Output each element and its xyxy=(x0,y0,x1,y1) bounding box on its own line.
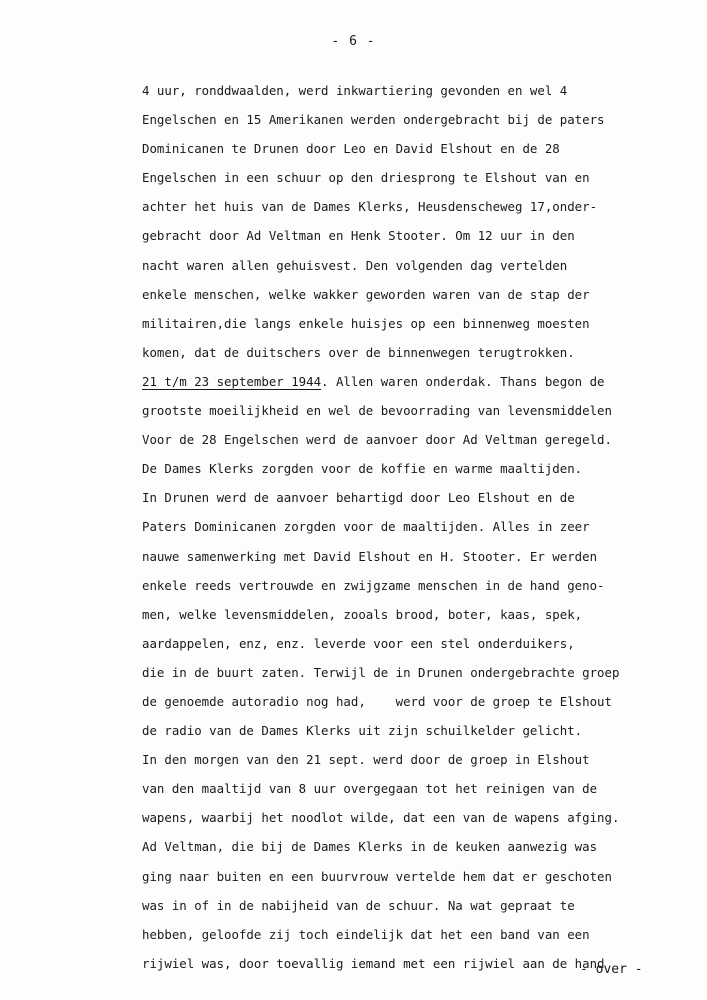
text-line: de genoemde autoradio nog had, werd voor de groep te Elshout xyxy=(142,693,612,709)
text-line: militairen,die langs enkele huisjes op een binnenweg moesten xyxy=(142,315,590,331)
text-line: aardappelen, enz, enz. leverde voor een stel onderduikers, xyxy=(142,635,575,651)
text-line: achter het huis van de Dames Klerks, Heusdenscheweg 17,onder- xyxy=(142,199,598,215)
text-line: Engelschen en 15 Amerikanen werden ondergebracht bij de paters xyxy=(142,112,605,128)
text-line: 4 uur, ronddwaalden, werd inkwartiering gevonden en wel 4 xyxy=(142,83,568,98)
text-line: nacht waren allen gehuisvest. Den volgenden dag vertelden xyxy=(142,257,568,273)
text-line: De Dames Klerks zorgden voor de koffie en warme maaltijden. xyxy=(142,461,583,477)
continuation-marker: - over - xyxy=(580,962,643,977)
text-line: men, welke levensmiddelen, zooals brood, boter, kaas, spek, xyxy=(142,606,583,622)
text-line: Engelschen in een schuur op den driesprong te Elshout van en xyxy=(142,170,590,186)
text-line: grootste moeilijkheid en wel de bevoorrading van levensmiddelen xyxy=(142,403,612,419)
text-line: die in de buurt zaten. Terwijl de in Drunen ondergebrachte groep xyxy=(142,664,620,680)
text-line: In den morgen van den 21 sept. werd door de groep in Elshout xyxy=(142,752,590,768)
text-line: In Drunen werd de aanvoer behartigd door Leo Elshout en de xyxy=(142,490,575,506)
text-line: ging naar buiten en een buurvrouw vertelde hem dat er geschoten xyxy=(142,868,612,884)
text-line: was in of in de nabijheid van de schuur. Na wat gepraat te xyxy=(142,897,575,913)
text-line: wapens, waarbij het noodlot wilde, dat een van de wapens afging. xyxy=(142,810,620,826)
dated-line-rest: . Allen waren onderdak. Thans begon de xyxy=(321,373,605,389)
dated-line xyxy=(142,367,707,396)
text-line: rijwiel was, door toevallig iemand met een rijwiel aan de hand xyxy=(142,955,605,971)
text-line: nauwe samenwerking met David Elshout en H. Stooter. Er werden xyxy=(142,548,598,564)
text-line: van den maaltijd van 8 uur overgegaan tot het reinigen van de xyxy=(142,781,598,797)
text-line: de radio van de Dames Klerks uit zijn schuilkelder gelicht. xyxy=(142,723,583,739)
section-date: 21 t/m 23 september 1944 xyxy=(142,373,322,389)
text-line: enkele menschen, welke wakker geworden waren van de stap der xyxy=(142,286,590,302)
text-line: gebracht door Ad Veltman en Henk Stooter. Om 12 uur in den xyxy=(142,228,575,244)
text-line: Paters Dominicanen zorgden voor de maaltijden. Alles in zeer xyxy=(142,519,590,535)
text-line: Dominicanen te Drunen door Leo en David Elshout en de 28 xyxy=(142,141,560,157)
text-line: komen, dat de duitschers over de binnenwegen terugtrokken. xyxy=(142,344,575,360)
text-line: Voor de 28 Engelschen werd de aanvoer door Ad Veltman geregeld. xyxy=(142,432,612,448)
page-number: - 6 - xyxy=(331,34,376,49)
text-line: enkele reeds vertrouwde en zwijgzame menschen in de hand geno- xyxy=(142,577,605,593)
text-line: Ad Veltman, die bij de Dames Klerks in de keuken aanwezig was xyxy=(142,839,598,855)
text-line: hebben, geloofde zij toch eindelijk dat het een band van een xyxy=(142,926,590,942)
body-text xyxy=(142,76,707,978)
